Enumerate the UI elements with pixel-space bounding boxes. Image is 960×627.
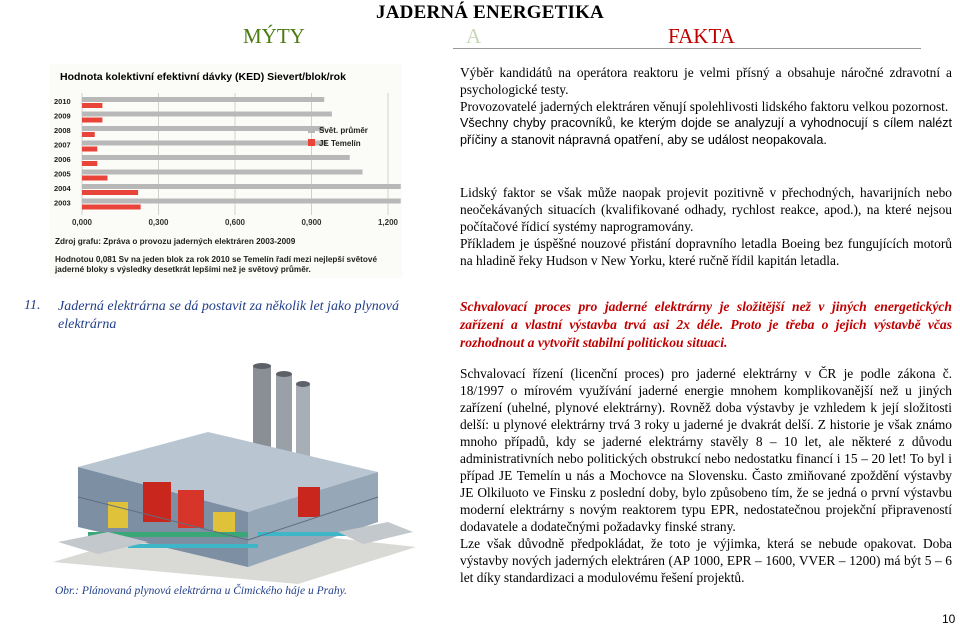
paragraph-reliability: Provozovatelé jaderných elektráren věnují spolehlivosti lidského faktoru velkou pozornost. xyxy=(460,99,949,114)
y-tick-label: 2009 xyxy=(54,111,71,121)
y-tick-label: 2004 xyxy=(54,184,71,193)
x-tick-label: 0,000 xyxy=(71,218,93,227)
turbine-unit xyxy=(298,487,320,517)
y-tick-label: 2003 xyxy=(54,198,71,208)
myth-number: 11. xyxy=(24,298,41,313)
legend-swatch xyxy=(308,139,315,146)
bar-world-average xyxy=(82,141,327,146)
bar-world-average xyxy=(82,97,324,102)
header-and: A xyxy=(466,24,482,48)
myth-statement: Jaderná elektrárna se dá postavit za několik let jako plynová elektrárna xyxy=(58,299,399,332)
bar-world-average xyxy=(82,155,350,160)
bar-temelin xyxy=(82,161,97,166)
paragraph-hudson: Příkladem je úspěšné nouzové přistání dopravního letadla Boeing bez fungujících motorů na hladině řeky Hudson v New Yorku, které ručně řídil kapitán letadla. xyxy=(460,236,952,268)
bar-temelin xyxy=(82,176,108,181)
x-tick-label: 0,900 xyxy=(301,218,322,227)
x-tick-label: 0,300 xyxy=(148,218,169,227)
bar-world-average xyxy=(82,170,363,175)
chart-note: Hodnotou 0,081 Sv na jeden blok za rok 2010 se Temelín řadí mezi nejlepší světové jaderné bloky s výsledky desetkrát lepšími než je světový průměr. xyxy=(55,255,378,274)
text-block-human-factor xyxy=(460,184,952,269)
bar-temelin xyxy=(82,118,102,123)
header-rule xyxy=(453,48,921,49)
y-tick-label: 2008 xyxy=(54,126,71,135)
header-myths: MÝTY xyxy=(243,24,305,48)
chart-source: Zdroj grafu: Zpráva o provozu jaderných elektráren 2003-2009 xyxy=(55,237,296,246)
paragraph-construction-time: Lze však důvodně předpokládat, že toto je výjimka, která se nebude opakovat. Doba výstavby nových jaderných elektráren (AP 1000, EPR – 1600, VVER – 1200) má být 5 – 6 let díky standardizaci a modulovému řešení projektů. xyxy=(460,536,952,585)
text-block-licensing xyxy=(460,365,952,586)
bar-world-average xyxy=(82,184,401,189)
gas-plant-drawing xyxy=(48,362,418,586)
figure-caption: Obr.: Plánovaná plynová elektrárna u Čimického háje u Prahy. xyxy=(55,585,347,597)
equipment-block xyxy=(108,502,128,528)
equipment-block xyxy=(213,512,235,534)
turbine-unit xyxy=(178,490,204,528)
y-tick-label: 2006 xyxy=(54,155,71,164)
bar-temelin xyxy=(82,103,102,108)
legend-swatch xyxy=(308,126,315,133)
page-number: 10 xyxy=(942,612,956,626)
bar-temelin xyxy=(82,190,138,195)
bar-world-average xyxy=(82,126,324,131)
fact-lead: Schvalovací proces pro jaderné elektrárny je složitější než v jiných energetických zařízení a vlastní výstavba trvá asi 2x déle. Proto je třeba o jejich výstavbě včas rozhodnout a vytvořit stabilní politickou situaci. xyxy=(460,299,952,350)
y-tick-label: 2005 xyxy=(54,169,71,179)
paragraph-errors: Všechny chyby pracovníků, ke kterým dojde se analyzují a vyhodnocují s cílem nalézt příčiny a stanovit nápravná opatření, aby se událost neopakovala. xyxy=(460,116,952,147)
legend-label: JE Temelín xyxy=(319,139,361,148)
x-tick-label: 1,200 xyxy=(377,218,399,227)
gas-plant-illustration xyxy=(48,362,418,586)
turbine-unit xyxy=(143,482,171,522)
bar-temelin xyxy=(82,147,97,152)
paragraph-selection: Výběr kandidátů na operátora reaktoru je velmi přísný a obsahuje náročné zdravotní a psychologické testy. xyxy=(460,65,952,97)
paragraph-licensing: Schvalovací řízení (licenční proces) pro jaderné elektrárny v ČR je podle zákona č. 18/1997 o mírovém využívání jaderné energie mnohem komplikovanější než u jiných zařízení (uhelné, plynové elektrárny). Rovněž doba výstavby je vzhledem k její složitosti delší: u plynové elektrárny trvá 3 roky u jaderné je dvakrát delší. Z historie je však známo mnoho případů, kdy se jaderné elektrárny stavěly 8 – 10 let, ale některé z důvodu administrativních nebo politických obstrukcí nebo nedostatku financí i 15 – 20 let! To byl i případ JE Temelín u nás a Mochovce na Slovensku. Často zmiňované zpoždění výstavby JE Olkiluoto ve Finsku z poslední doby, bylo způsobeno tím, že se jedná o první výstavbu moderní elektrárny s novým reaktorem typu EPR, nedostatečnou projekční připraveností dodavatele a dodatečnými požadavky finské strany. xyxy=(460,366,952,534)
bar-world-average xyxy=(82,199,401,204)
bar-temelin xyxy=(82,205,141,210)
x-tick-label: 0,600 xyxy=(224,218,246,227)
bar-temelin xyxy=(82,132,95,137)
y-tick-label: 2010 xyxy=(54,97,71,106)
paragraph-human-factor: Lidský faktor se však může naopak projevit pozitivně v přechodných, havarijních nebo neočekávaných situacích (kvalifikované odhady, rychlost reakce, apod.), na které nejsou počítačové řídicí systémy naprogramovány. xyxy=(460,185,952,234)
text-block-operators xyxy=(460,64,952,149)
pipe xyxy=(128,544,258,548)
header-facts: FAKTA xyxy=(668,24,735,48)
y-tick-label: 2007 xyxy=(54,140,71,150)
chart-title: Hodnota kolektivní efektivní dávky (KED) Sievert/blok/rok xyxy=(60,71,346,83)
legend-label: Svět. průměr xyxy=(319,126,368,135)
page-title: JADERNÁ ENERGETIKA xyxy=(376,2,604,23)
bar-world-average xyxy=(82,112,332,117)
